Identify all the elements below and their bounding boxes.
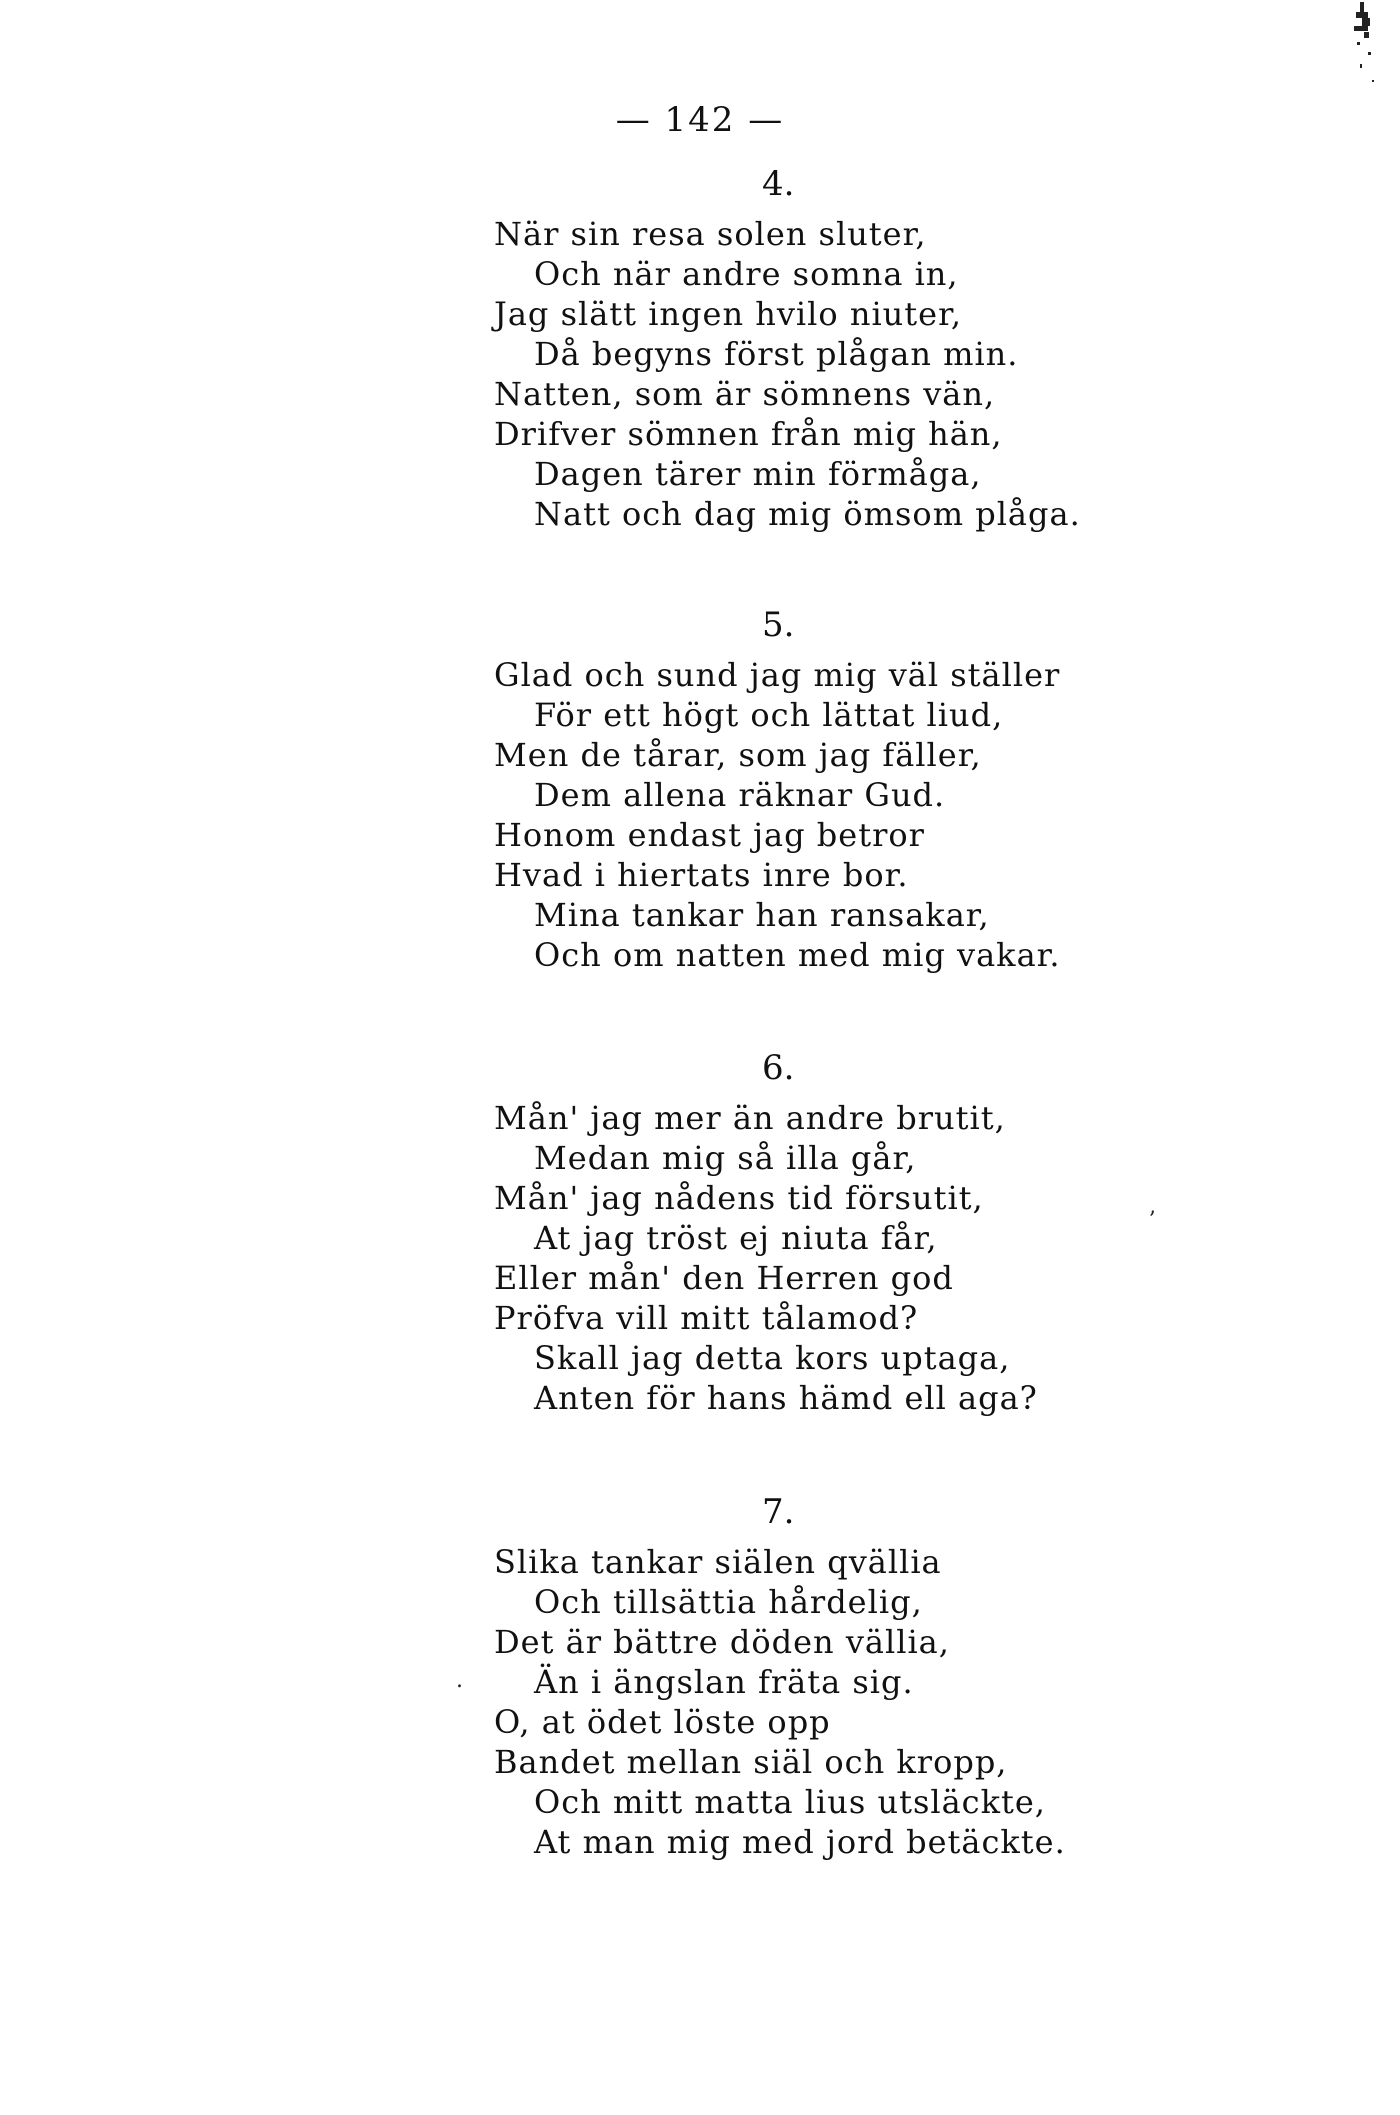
stanza-number: 6. xyxy=(762,1048,795,1088)
verse-line: Medan mig så illa går, xyxy=(534,1139,917,1177)
verse-line: Skall jag detta kors uptaga, xyxy=(534,1339,1011,1377)
ink-speck: . xyxy=(456,1668,463,1693)
stanza-number: 5. xyxy=(762,605,795,645)
verse-line: Och mitt matta lius utsläckte, xyxy=(534,1783,1046,1821)
stanza-lines xyxy=(494,1542,1114,1862)
verse-line: Eller mån' den Herren god xyxy=(494,1259,954,1297)
verse-line: Dem allena räknar Gud. xyxy=(534,776,946,814)
verse-line: Natt och dag mig ömsom plåga. xyxy=(534,495,1081,533)
verse-line: Och när andre somna in, xyxy=(534,255,959,293)
verse-line: At man mig med jord betäckte. xyxy=(534,1823,1066,1861)
verse-line: Än i ängslan fräta sig. xyxy=(534,1663,914,1701)
page-number: — 142 — xyxy=(615,100,785,140)
stanza-number: 7. xyxy=(762,1492,795,1532)
ink-speck: ʼ xyxy=(1148,1208,1155,1233)
verse-line: Mån' jag nådens tid försutit, xyxy=(494,1179,984,1217)
verse-line: Det är bättre döden vällia, xyxy=(494,1623,950,1661)
verse-line: Men de tårar, som jag fäller, xyxy=(494,736,982,774)
verse-line: Glad och sund jag mig väl ställer xyxy=(494,656,1061,694)
stanza-lines xyxy=(494,655,1114,975)
stanza-lines xyxy=(494,214,1114,534)
verse-line: Mån' jag mer än andre brutit, xyxy=(494,1099,1006,1137)
scan-artifact-mark xyxy=(1342,2,1382,92)
verse-line: Jag slätt ingen hvilo niuter, xyxy=(494,295,963,333)
verse-line: O, at ödet löste opp xyxy=(494,1703,831,1741)
verse-line: Mina tankar han ransakar, xyxy=(534,896,990,934)
stanza-lines xyxy=(494,1098,1114,1418)
verse-line: Pröfva vill mitt tålamod? xyxy=(494,1299,919,1337)
verse-line: Hvad i hiertats inre bor. xyxy=(494,856,909,894)
verse-line: Bandet mellan siäl och kropp, xyxy=(494,1743,1008,1781)
stanza-number: 4. xyxy=(762,164,795,204)
verse-line: När sin resa solen sluter, xyxy=(494,215,927,253)
verse-line: Och tillsättia hårdelig, xyxy=(534,1583,923,1621)
verse-line: At jag tröst ej niuta får, xyxy=(534,1219,938,1257)
verse-line: Då begyns först plågan min. xyxy=(534,335,1019,373)
verse-line: Slika tankar siälen qvällia xyxy=(494,1543,942,1581)
verse-line: Drifver sömnen från mig hän, xyxy=(494,415,1003,453)
verse-line: Honom endast jag betror xyxy=(494,816,925,854)
verse-line: Dagen tärer min förmåga, xyxy=(534,455,982,493)
verse-line: För ett högt och lättat liud, xyxy=(534,696,1004,734)
verse-line: Natten, som är sömnens vän, xyxy=(494,375,996,413)
verse-line: Anten för hans hämd ell aga? xyxy=(534,1379,1038,1417)
verse-line: Och om natten med mig vakar. xyxy=(534,936,1061,974)
